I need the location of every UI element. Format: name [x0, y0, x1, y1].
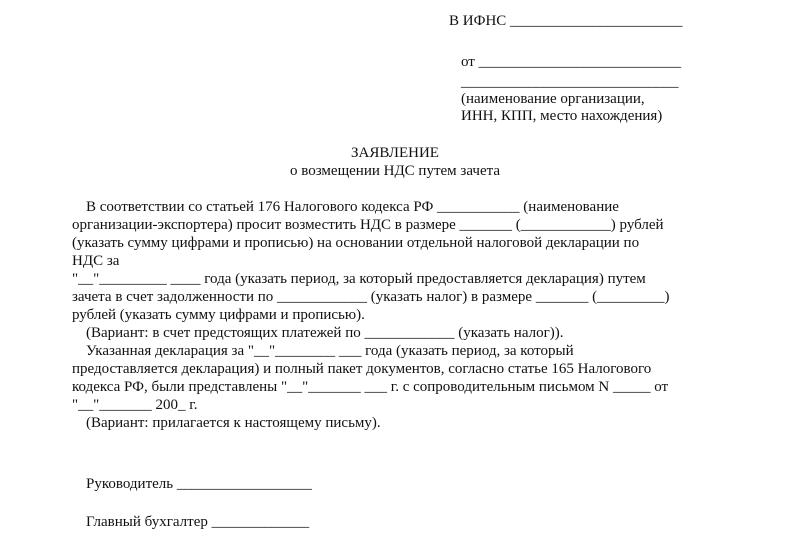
body-line-4: НДС за	[72, 253, 120, 269]
document-title: ЗАЯВЛЕНИЕ	[351, 145, 439, 161]
body-line-7: рублей (указать сумму цифрами и прописью).	[72, 307, 365, 323]
body-line-5: "__"_________ ____ года (указать период, за который предоставляется декларация) путем	[72, 271, 646, 287]
body-line-11: кодекса РФ, были представлены "__"_______ ___ г. с сопроводительным письмом N _____ от	[72, 379, 669, 395]
body-line-9: Указанная декларация за "__"________ ___ года (указать период, за который	[86, 343, 574, 359]
body-line-10: предоставляется декларация) и полный пакет документов, согласно статье 165 Налогового	[72, 361, 652, 377]
body-line-1: В соответствии со статьей 176 Налогового кодекса РФ ___________ (наименование	[86, 199, 619, 215]
sender-from: от ___________________________	[461, 54, 682, 70]
org-hint-line-2: ИНН, КПП, место нахождения)	[461, 108, 663, 124]
body-line-12: "__"_______ 200_ г.	[72, 397, 198, 413]
recipient-ifns: В ИФНС _______________________	[449, 13, 683, 29]
body-line-8: (Вариант: в счет предстоящих платежей по ____________ (указать налог)).	[86, 325, 564, 341]
document-subtitle: о возмещении НДС путем зачета	[289, 163, 500, 179]
body-line-3: (указать сумму цифрами и прописью) на основании отдельной налоговой декларации по	[72, 235, 640, 251]
org-hint-line-1: (наименование организации,	[461, 91, 645, 107]
body-line-13: (Вариант: прилагается к настоящему письму).	[86, 415, 381, 431]
chief-accountant-signature: Главный бухгалтер _____________	[86, 514, 310, 530]
sender-blank-line: _____________________________	[461, 74, 679, 90]
director-signature: Руководитель __________________	[86, 476, 312, 492]
body-line-6: зачета в счет задолженности по ____________ (указать налог) в размере _______ (_________)	[72, 289, 670, 305]
body-line-2: организации-экспортера) просит возместить НДС в размере _______ (____________) рублей	[72, 217, 664, 233]
